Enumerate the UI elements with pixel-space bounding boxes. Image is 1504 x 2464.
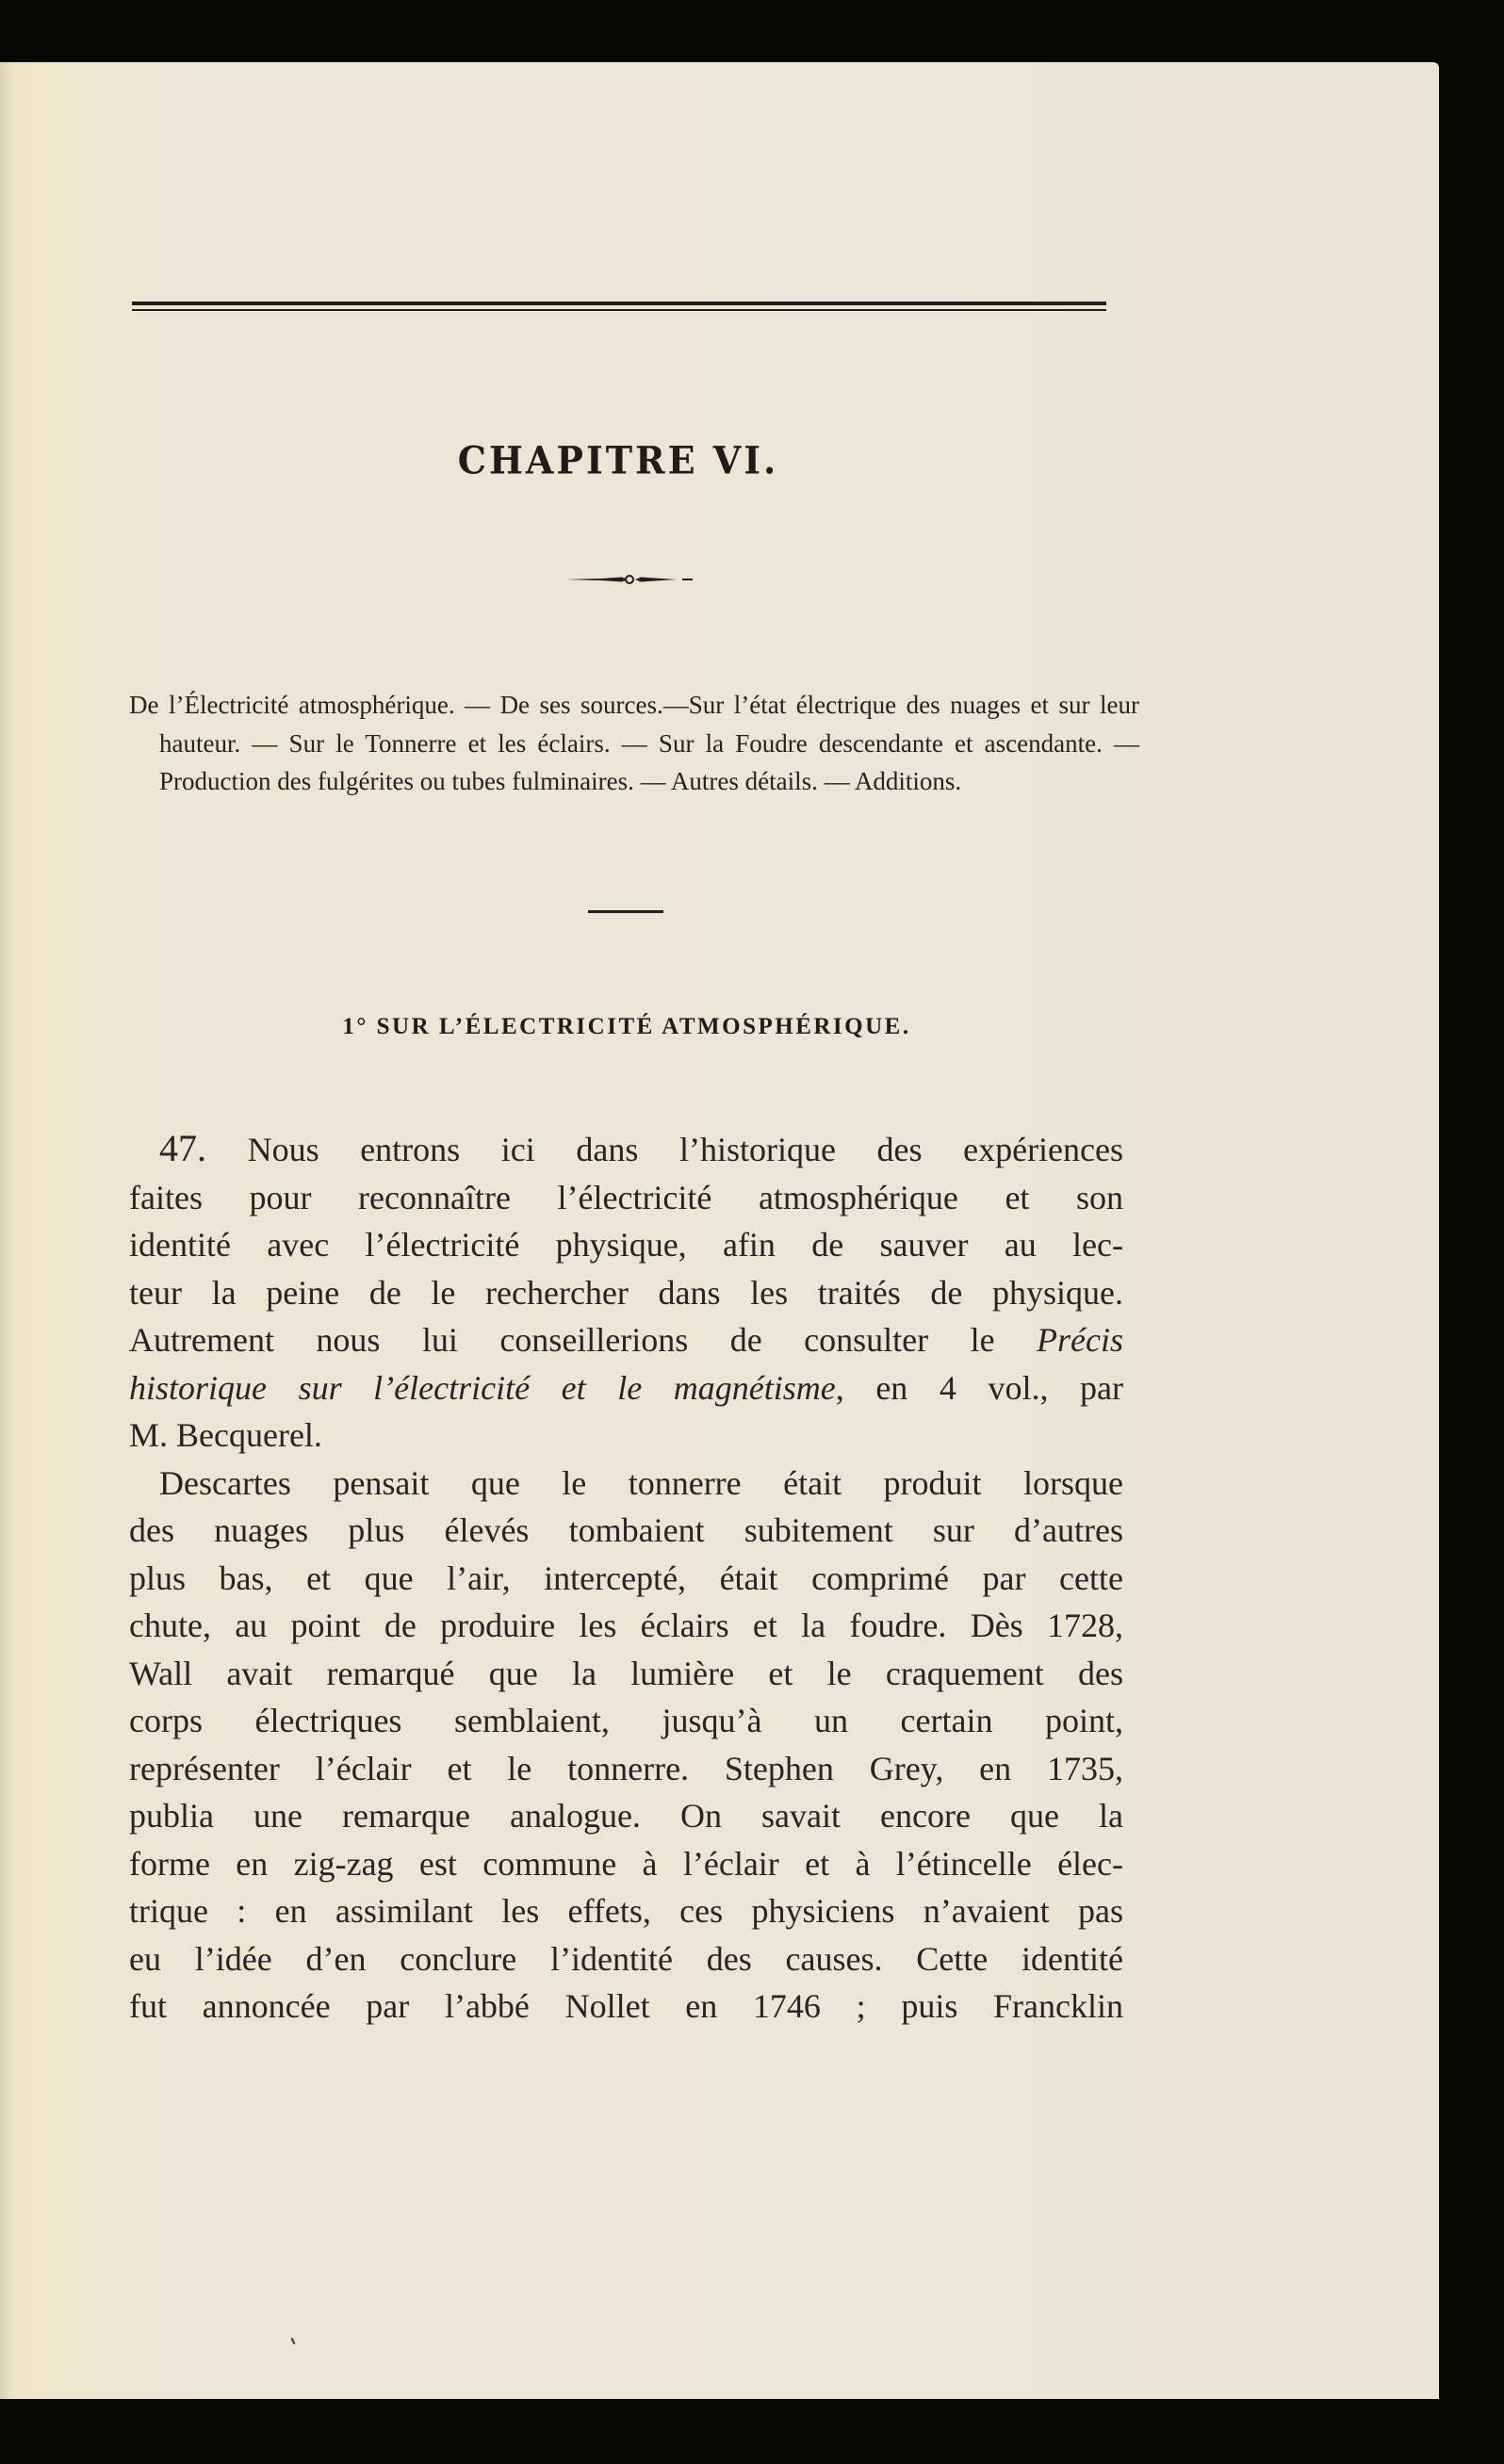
body-line: fut annoncée par l’abbé Nollet en 1746 ; puis Francklin <box>129 1987 1123 2025</box>
body-line: forme en zig-zag est commune à l’éclair et à l’étincelle élec- <box>129 1844 1123 1883</box>
paper-speck <box>291 2338 296 2344</box>
chapter-summary <box>129 686 1139 801</box>
body-line: représenter l’éclair et le tonnerre. Stephen Grey, en 1735, <box>129 1749 1123 1787</box>
body-line: identité avec l’électricité physique, afin de sauver au lec- <box>129 1226 1123 1264</box>
body-line: M. Becquerel. <box>129 1416 322 1454</box>
book-page <box>0 62 1439 2399</box>
body-line: Descartes pensait que le tonnerre était produit lorsque <box>159 1463 1123 1502</box>
body-line: des nuages plus élevés tombaient subitement sur d’autres <box>129 1511 1123 1549</box>
chapter-title: CHAPITRE VI. <box>457 437 779 483</box>
body-line: plus bas, et que l’air, intercepté, était comprimé par cette <box>129 1558 1123 1597</box>
body-text <box>129 1125 1123 2031</box>
summary-text: De l’Électricité atmosphérique. — De ses sources.—Sur l’état électrique des nuages et sur leur hauteur. — Sur le Tonnerre et les éclairs. — Sur la Foudre descendante et ascendante. — Production des fulgérites ou tubes fulminaires. — Autres détails. — Additions. <box>129 691 1139 795</box>
section-heading: 1° SUR L’ÉLECTRICITÉ ATMOSPHÉRIQUE. <box>342 1014 911 1039</box>
body-line: Autrement nous lui conseillerions de consulter le Précis <box>129 1321 1123 1359</box>
short-rule-divider <box>588 910 663 913</box>
body-line: eu l’idée d’en conclure l’identité des causes. Cette identité <box>129 1939 1123 1978</box>
body-line: Wall avait remarqué que la lumière et le craquement des <box>129 1654 1123 1692</box>
body-line: historique sur l’électricité et le magnétisme, en 4 vol., par <box>129 1368 1124 1407</box>
italic-title: historique sur l’électricité et le magnétisme <box>129 1368 836 1407</box>
body-line: faites pour reconnaître l’électricité atmosphérique et son <box>129 1178 1123 1216</box>
paragraph-number: 47. <box>159 1127 206 1169</box>
body-line: publia une remarque analogue. On savait encore que la <box>129 1797 1123 1835</box>
ornament-icon <box>564 574 695 585</box>
body-line: teur la peine de le rechercher dans les traités de physique. <box>129 1273 1123 1312</box>
body-line: corps électriques semblaient, jusqu’à un certain point, <box>129 1702 1123 1739</box>
italic-title: Précis <box>1037 1321 1123 1359</box>
body-line: trique : en assimilant les effets, ces physiciens n’avaient pas <box>129 1892 1123 1930</box>
body-line: 47. Nous entrons ici dans l’historique des expériences <box>159 1127 1123 1169</box>
double-rule-divider <box>132 302 1106 311</box>
body-line: chute, au point de produire les éclairs et la foudre. Dès 1728, <box>129 1607 1123 1644</box>
